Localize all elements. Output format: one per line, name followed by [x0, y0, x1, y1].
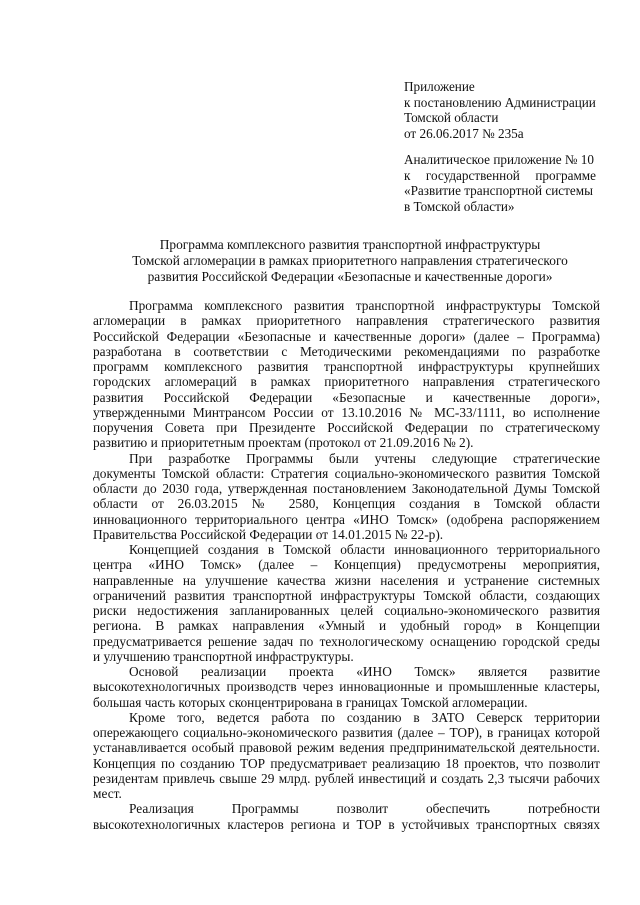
appendix-reference	[404, 79, 596, 141]
paragraph-line: области от 26.03.2015 № 2580, Концепция создания в Томской области	[93, 496, 600, 512]
paragraph-line: Основой реализации проекта «ИНО Томск» является развитие	[129, 664, 600, 679]
document-body	[93, 298, 600, 832]
paragraph-line: Российской Федерации «Безопасные и качественные дороги» (далее – Программа)	[93, 328, 600, 344]
appendix-line: от 26.06.2017 № 235а	[404, 125, 524, 141]
paragraph-line: Реализация Программы позволит обеспечить потребности	[129, 801, 600, 817]
paragraph-line: документы Томской области: Стратегия социально-экономического развития Томской	[93, 465, 600, 481]
appendix-line: к постановлению Администрации	[404, 94, 596, 110]
paragraph-line: Концепция по созданию ТОР предусматривает реализацию 18 проектов, что позволит	[93, 755, 600, 771]
paragraph	[93, 801, 600, 832]
paragraph-line: Кроме того, ведется работа по созданию в ЗАТО Северск территории	[129, 709, 600, 725]
title-line: развития Российской Федерации «Безопасные и качественные дороги»	[147, 269, 553, 285]
paragraph-line: направленные на улучшение качества жизни населения и устранение системных	[93, 572, 600, 588]
paragraph-line: резидентам привлечь свыше 29 млрд. рублей инвестиций и создать 2,3 тысячи рабочих	[93, 770, 600, 786]
paragraph-line: опережающего социально-экономического развития (далее – ТОР), в границах которой	[93, 725, 600, 740]
paragraph-line: Правительства Российской Федерации от 14.01.2015 № 22-р).	[93, 526, 444, 542]
paragraph-line: высокотехнологичных производств через инновационные и промышленные кластеры,	[93, 679, 600, 695]
paragraph	[93, 664, 600, 710]
paragraph-line: городских агломераций в рамках приоритетного направления стратегического	[93, 374, 600, 390]
paragraph-line: высокотехнологичных кластеров региона и ТОР в устойчивых транспортных связях	[93, 816, 600, 832]
paragraph-line: региона. В рамках направления «Умный и удобный город» в Концепции	[93, 618, 600, 634]
document-title	[100, 237, 600, 286]
paragraph-line: большая часть которых сконцентрирована в границах Томской агломерации.	[93, 694, 528, 710]
paragraph-line: развитию и приоритетным проектам (протокол от 21.09.2016 № 2).	[93, 435, 474, 451]
analytic-line: к государственной программе	[404, 167, 596, 183]
paragraph-line: агломерации в рамках приоритетного направления стратегического развития	[93, 313, 600, 329]
analytic-line: в Томской области»	[404, 198, 515, 214]
paragraph-line: инновационного территориального центра «ИНО Томск» (одобрена распоряжением	[93, 511, 600, 527]
appendix-line: Томской области	[404, 110, 499, 126]
paragraph-line: При разработке Программы были учтены следующие стратегические	[129, 450, 600, 466]
paragraph-line: разработана в соответствии с Методическими рекомендациями по разработке	[93, 343, 600, 359]
paragraph-line: утвержденными Минтрансом России от 13.10.2016 № МС-33/1111, во исполнение	[93, 404, 600, 420]
title-line: Программа комплексного развития транспортной инфраструктуры	[159, 237, 541, 252]
paragraph-line: развития Российской Федерации «Безопасные и качественные дороги»,	[93, 389, 600, 405]
paragraph-line: предусматривается решение задач по технологическому оснащению городской среды	[93, 633, 600, 649]
paragraph-line: поручения Совета при Президенте Российской Федерации по стратегическому	[93, 420, 600, 435]
paragraph	[93, 542, 600, 664]
paragraph-line: ограничений развития транспортной инфраструктуры Томской области, создающих	[93, 587, 600, 603]
analytic-line: «Развитие транспортной системы	[404, 183, 593, 199]
paragraph-line: и улучшению транспортной инфраструктуры.	[93, 648, 354, 664]
paragraph-line: мест.	[93, 786, 122, 801]
paragraph	[93, 710, 600, 802]
paragraph	[93, 451, 600, 543]
paragraph-line: области до 2030 года, утвержденная постановлением Законодательной Думы Томской	[93, 481, 600, 496]
analytic-appendix-reference	[404, 152, 596, 214]
paragraph-line: риски недостижения запланированных целей социально-экономического развития	[93, 603, 600, 618]
analytic-line: Аналитическое приложение № 10	[404, 152, 594, 167]
paragraph	[93, 298, 600, 451]
paragraph-line: программ комплексного развития транспортной инфраструктуры крупнейших	[93, 359, 600, 374]
paragraph-line: Концепцией создания в Томской области инновационного территориального	[129, 542, 600, 557]
appendix-line: Приложение	[404, 79, 475, 94]
paragraph-line: центра «ИНО Томск» (далее – Концепция) предусмотрены мероприятия,	[93, 557, 600, 573]
paragraph-line: устанавливается особый правовой режим ведения предпринимательской деятельности.	[93, 740, 600, 756]
paragraph-line: Программа комплексного развития транспортной инфраструктуры Томской	[129, 298, 600, 313]
title-line: Томской агломерации в рамках приоритетного направления стратегического	[132, 253, 568, 269]
